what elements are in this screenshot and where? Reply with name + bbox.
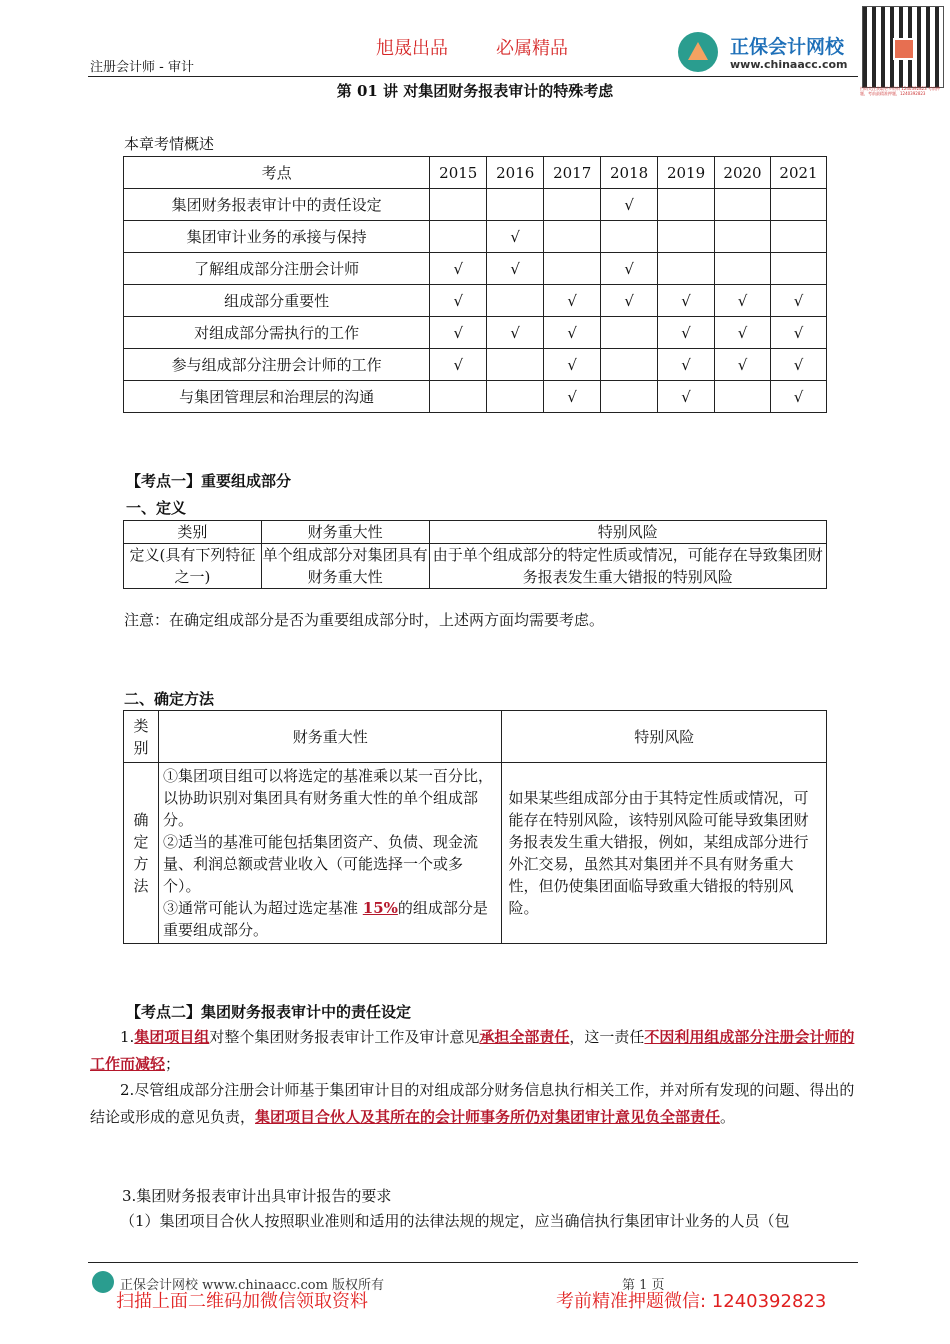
p1-highlight-full-responsibility: 承担全部责任: [479, 1028, 570, 1046]
overview-check-cell: [487, 349, 544, 381]
overview-check-cell: √: [771, 349, 827, 381]
overview-header-year: 2021: [771, 157, 827, 189]
overview-check-cell: √: [430, 285, 487, 317]
overview-check-cell: √: [658, 317, 715, 349]
overview-check-cell: √: [430, 253, 487, 285]
overview-check-cell: [601, 381, 658, 413]
def-header-category: 类别: [124, 521, 262, 544]
table-row: [124, 285, 827, 317]
overview-check-cell: √: [658, 285, 715, 317]
definition-subtitle: 一、定义: [126, 499, 187, 517]
logo-name: 正保会计网校: [730, 36, 845, 58]
p1-text-end: ；: [165, 1055, 181, 1073]
overview-check-cell: √: [544, 349, 601, 381]
lecture-title: 第 01 讲 对集团财务报表审计的特殊考虑: [336, 82, 614, 100]
p1-text-2: ，这一责任: [569, 1028, 645, 1046]
overview-check-cell: [487, 189, 544, 221]
overview-check-cell: √: [601, 285, 658, 317]
promo-publisher: 旭晟出品: [376, 38, 448, 59]
method-risk-text: 如果某些组成部分由于其特定性质或情况，可能存在特别风险，该特别风险可能导致集团财务报表发生重大错报，例如，某组成部分进行外汇交易，虽然其对集团并不具有财务重大性，但仍使集团面临导致重大错报的特别风险。: [502, 763, 827, 944]
footer-logo-icon: [92, 1271, 114, 1293]
qr-caption: 扫码关注获取更多资料 1240392823 考前押题，考前最精准押题，1240392823: [860, 86, 940, 96]
responsibility-paragraph-1: [90, 1024, 860, 1078]
p1-number: 1.: [120, 1028, 135, 1046]
overview-check-cell: [771, 221, 827, 253]
p1-highlight-not-reduced: 不因利用组成部分注册会计师的工作而减轻: [90, 1028, 855, 1073]
overview-check-cell: √: [715, 349, 771, 381]
overview-table: [123, 156, 827, 413]
threshold-highlight: 15%: [362, 899, 398, 917]
overview-check-cell: [430, 221, 487, 253]
logo-url: www.chinaacc.com: [730, 58, 848, 71]
overview-header-year: 2018: [601, 157, 658, 189]
footer-promo-qr: 扫描上面二维码加微信领取资料: [116, 1291, 368, 1312]
def-risk-text: 由于单个组成部分的特定性质或情况，可能存在导致集团财务报表发生重大错报的特别风险: [429, 544, 826, 589]
overview-check-cell: [601, 317, 658, 349]
overview-topic-cell: 集团审计业务的承接与保持: [124, 221, 430, 253]
item3-text-post: 的组成部分是重要组成部分。: [162, 899, 488, 939]
overview-check-cell: [544, 189, 601, 221]
overview-topic-cell: 参与组成部分注册会计师的工作: [124, 349, 430, 381]
overview-check-cell: √: [658, 381, 715, 413]
method-row-label: 确定方法: [124, 763, 159, 944]
footer-copyright: 正保会计网校 www.chinaacc.com 版权所有: [120, 1278, 385, 1293]
overview-check-cell: [544, 221, 601, 253]
overview-check-cell: [715, 189, 771, 221]
def-financial-text: 单个组成部分对集团具有财务重大性: [261, 544, 429, 589]
overview-check-cell: √: [715, 317, 771, 349]
overview-check-cell: √: [601, 253, 658, 285]
overview-header-year: 2020: [715, 157, 771, 189]
overview-check-cell: [715, 253, 771, 285]
p2-highlight-partner: 集团项目合伙人及其所在的会计师事务所仍对集团审计意见负全部责任: [255, 1108, 721, 1126]
overview-check-cell: [715, 221, 771, 253]
overview-check-cell: √: [544, 381, 601, 413]
overview-header-row: [124, 157, 827, 189]
point1-heading: 【考点一】重要组成部分: [126, 472, 292, 490]
overview-check-cell: [487, 381, 544, 413]
overview-check-cell: [544, 253, 601, 285]
method-header-financial: 财务重大性: [158, 711, 501, 763]
footer-divider: [88, 1262, 858, 1263]
overview-check-cell: √: [487, 317, 544, 349]
overview-topic-cell: 了解组成部分注册会计师: [124, 253, 430, 285]
method-subtitle: 二、确定方法: [124, 690, 215, 708]
p2-text-end: 。: [720, 1108, 736, 1126]
overview-check-cell: √: [544, 285, 601, 317]
p1-highlight-team: 集团项目组: [134, 1028, 210, 1046]
overview-topic-cell: 与集团管理层和治理层的沟通: [124, 381, 430, 413]
table-row: [124, 221, 827, 253]
overview-check-cell: [430, 189, 487, 221]
point2-heading: 【考点二】集团财务报表审计中的责任设定: [126, 1003, 412, 1021]
overview-header-year: 2019: [658, 157, 715, 189]
logo-emblem-icon: [678, 32, 718, 72]
method-financial-item-1: ①集团项目组可以将选定的基准乘以某一百分比，以协助识别对集团具有财务重大性的单个组成部分。: [162, 767, 493, 829]
overview-check-cell: √: [430, 349, 487, 381]
overview-header-year: 2015: [430, 157, 487, 189]
overview-check-cell: [430, 381, 487, 413]
def-header-risk: 特别风险: [429, 521, 826, 544]
method-financial-item-2: ②适当的基准可能包括集团资产、负债、现金流量、利润总额或营业收入（可能选择一个或多个）。: [162, 833, 478, 895]
overview-header-topic: 考点: [124, 157, 430, 189]
overview-check-cell: [601, 221, 658, 253]
overview-check-cell: √: [771, 317, 827, 349]
overview-check-cell: √: [487, 253, 544, 285]
definition-note: 注意：在确定组成部分是否为重要组成部分时，上述两方面均需要考虑。: [124, 611, 605, 629]
overview-check-cell: √: [544, 317, 601, 349]
footer-promo-wechat: 考前精准押题微信: 1240392823: [556, 1291, 827, 1312]
method-financial-item-3: [163, 897, 497, 941]
qr-center-badge-icon: [893, 38, 915, 60]
overview-check-cell: √: [430, 317, 487, 349]
def-header-financial: 财务重大性: [261, 521, 429, 544]
overview-check-cell: [658, 253, 715, 285]
overview-check-cell: √: [771, 285, 827, 317]
method-header-risk: 特别风险: [502, 711, 827, 763]
table-row: [124, 317, 827, 349]
table-row: [124, 189, 827, 221]
header-subject-label: 注册会计师 - 审计: [90, 60, 194, 75]
requirement-item-1: （1）集团项目合伙人按照职业准则和适用的法律法规的规定，应当确信执行集团审计业务的人员（包: [120, 1212, 790, 1230]
p2-text: 2.尽管组成部分注册会计师基于集团审计目的对组成部分财务信息执行相关工作，并对所有发现的问题、得出的结论或形成的意见负责，: [90, 1081, 855, 1126]
definition-table: [123, 520, 827, 589]
responsibility-paragraph-2: [90, 1077, 860, 1131]
overview-check-cell: [715, 381, 771, 413]
overview-caption: 本章考情概述: [124, 135, 215, 153]
table-row: [124, 349, 827, 381]
overview-topic-cell: 对组成部分需执行的工作: [124, 317, 430, 349]
overview-check-cell: [601, 349, 658, 381]
method-header-category: 类别: [124, 711, 159, 763]
p1-text: 对整个集团财务报表审计工作及审计意见: [209, 1028, 480, 1046]
overview-topic-cell: 组成部分重要性: [124, 285, 430, 317]
overview-check-cell: √: [487, 221, 544, 253]
overview-check-cell: √: [771, 381, 827, 413]
item3-text-pre: ③通常可能认为超过选定基准: [162, 899, 363, 917]
overview-check-cell: [487, 285, 544, 317]
overview-check-cell: [771, 189, 827, 221]
overview-header-year: 2016: [487, 157, 544, 189]
overview-check-cell: [658, 189, 715, 221]
overview-check-cell: √: [715, 285, 771, 317]
brand-logo: [678, 30, 858, 74]
promo-quality: 必属精品: [496, 38, 568, 59]
overview-check-cell: √: [658, 349, 715, 381]
overview-check-cell: [771, 253, 827, 285]
overview-topic-cell: 集团财务报表审计中的责任设定: [124, 189, 430, 221]
def-row-label: 定义(具有下列特征之一): [124, 544, 262, 589]
method-table: [123, 710, 827, 944]
overview-check-cell: [658, 221, 715, 253]
method-financial-cell: [158, 763, 501, 944]
page-number: 第 1 页: [622, 1278, 665, 1293]
report-requirements-heading: 3.集团财务报表审计出具审计报告的要求: [122, 1187, 392, 1205]
header-divider: [88, 76, 858, 77]
overview-check-cell: √: [601, 189, 658, 221]
table-row: [124, 253, 827, 285]
table-row: [124, 381, 827, 413]
overview-header-year: 2017: [544, 157, 601, 189]
